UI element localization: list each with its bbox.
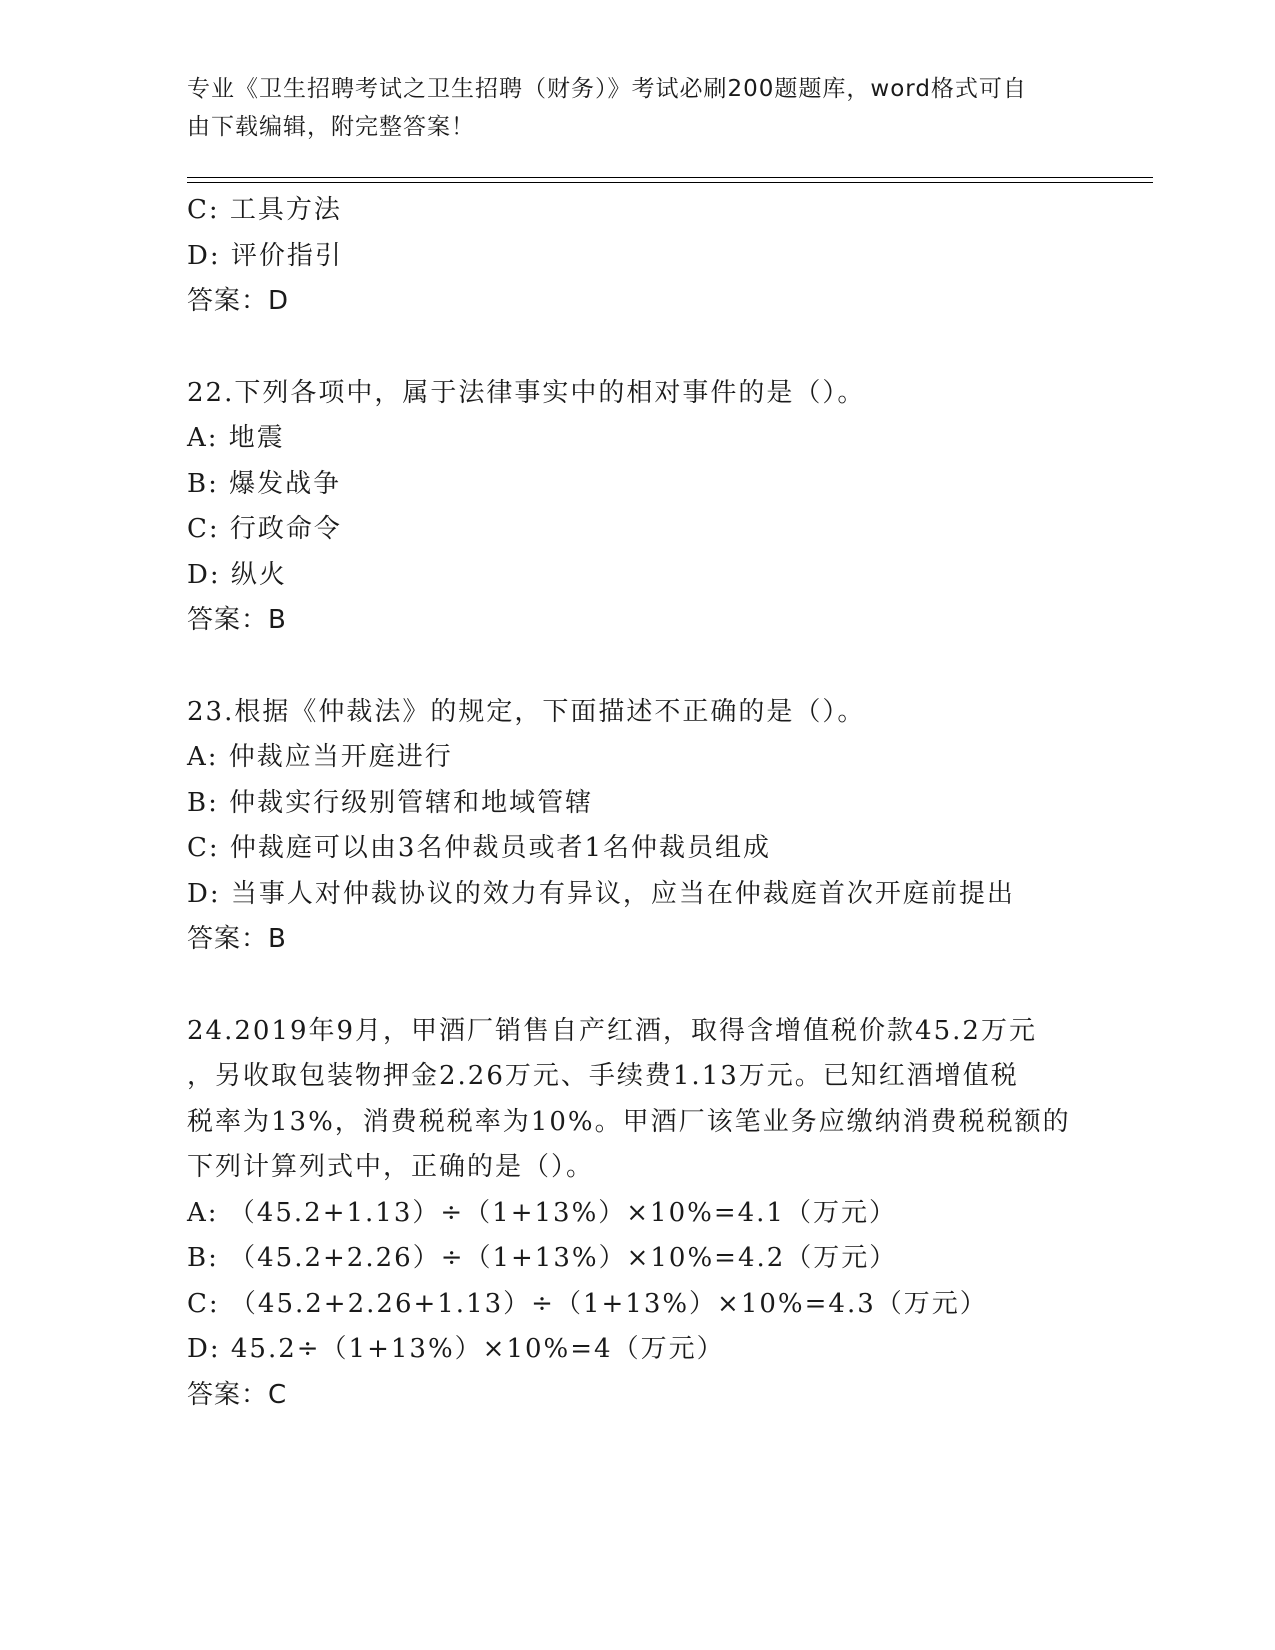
answer-option: C: （45.2+2.26+1.13）÷（1+13%）×10%=4.3（万元）	[187, 1288, 988, 1319]
answer-key: 答案：C	[187, 1379, 288, 1410]
answer-option: D: 45.2÷（1+13%）×10%=4（万元）	[187, 1334, 725, 1364]
document-header	[187, 70, 1067, 146]
answer-key: 答案：B	[187, 924, 287, 954]
answer-option: C: 工具方法	[187, 195, 342, 225]
question-stem: 24.2019年9月，甲酒厂销售自产红酒，取得含增值税价款45.2万元	[187, 1015, 1037, 1046]
question-stem: 税率为13%，消费税税率为10%。甲酒厂该笔业务应缴纳消费税税额的	[187, 1106, 1071, 1137]
answer-option: C: 仲裁庭可以由3名仲裁员或者1名仲裁员组成	[187, 833, 772, 863]
answer-option: A: （45.2+1.13）÷（1+13%）×10%=4.1（万元）	[187, 1197, 897, 1228]
answer-option: B: 仲裁实行级别管辖和地域管辖	[187, 787, 594, 818]
question-stem: 23.根据《仲裁法》的规定，下面描述不正确的是（）。	[187, 696, 866, 727]
question-block	[187, 690, 1087, 963]
answer-option: A: 地震	[187, 423, 285, 453]
answer-key: 答案：B	[187, 605, 287, 635]
answer-key: 答案：D	[187, 286, 290, 316]
header-line-2: 由下载编辑，附完整答案！	[187, 114, 475, 140]
question-stem: ，另收取包装物押金2.26万元、手续费1.13万元。已知红酒增值税	[187, 1061, 1019, 1091]
answer-option: D: 评价指引	[187, 240, 343, 271]
answer-option: A: 仲裁应当开庭进行	[187, 742, 453, 772]
question-block	[187, 1009, 1087, 1419]
question-block	[187, 188, 1087, 325]
header-divider-bottom	[187, 182, 1153, 183]
header-divider-top	[187, 177, 1153, 178]
header-line-1: 专业《卫生招聘考试之卫生招聘（财务）》考试必刷200题题库，word格式可自	[187, 76, 1027, 102]
answer-option: B: （45.2+2.26）÷（1+13%）×10%=4.2（万元）	[187, 1243, 898, 1273]
question-block	[187, 371, 1087, 644]
answer-option: D: 纵火	[187, 559, 287, 590]
answer-option: B: 爆发战争	[187, 468, 342, 499]
answer-option: C: 行政命令	[187, 514, 342, 544]
answer-option: D: 当事人对仲裁协议的效力有异议，应当在仲裁庭首次开庭前提出	[187, 878, 1015, 909]
question-stem: 下列计算列式中，正确的是（）。	[187, 1152, 595, 1182]
question-list	[187, 188, 1087, 1418]
question-stem: 22.下列各项中，属于法律事实中的相对事件的是（）。	[187, 377, 866, 408]
